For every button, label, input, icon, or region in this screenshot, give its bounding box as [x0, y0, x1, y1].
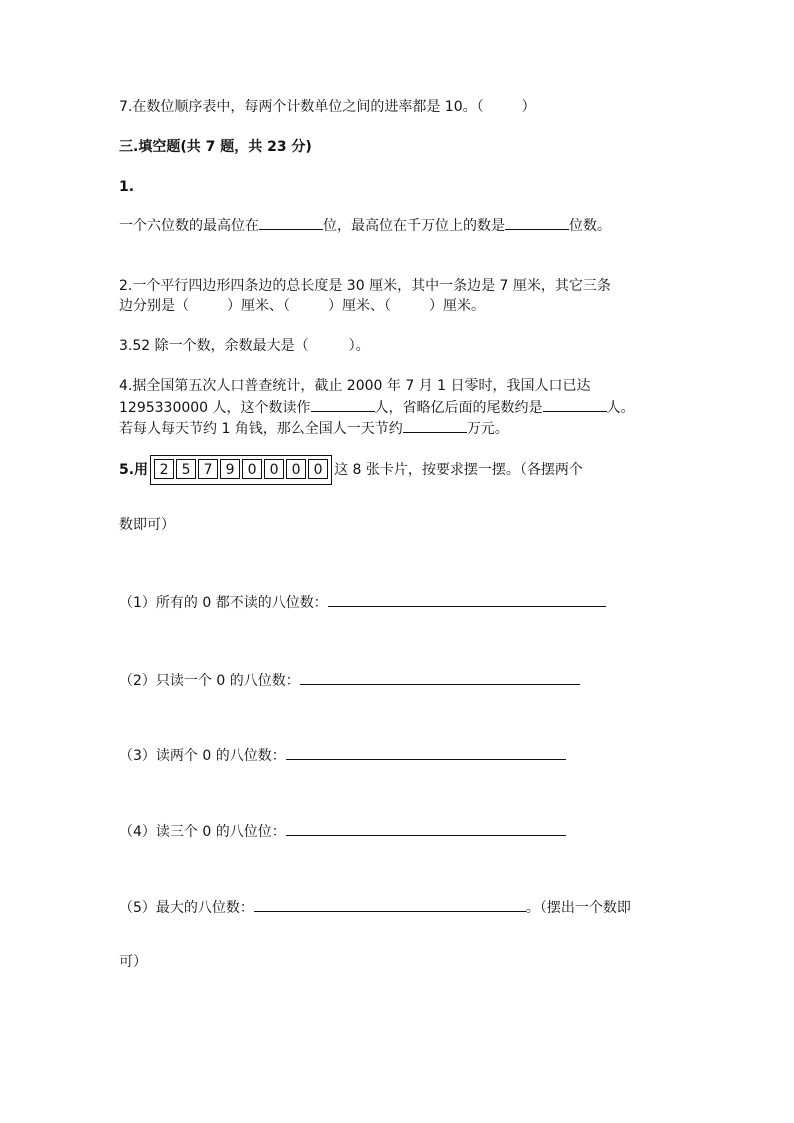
answer-blank[interactable]: [300, 670, 580, 685]
question-5-line-1: [119, 455, 583, 485]
number-card: 5: [176, 459, 196, 479]
number-card: 0: [242, 459, 262, 479]
number-card: 0: [308, 459, 328, 479]
question-7: [119, 97, 536, 117]
question-3-close: ）。: [348, 338, 370, 354]
sub-question-5-text: （5）最大的八位数：: [119, 900, 254, 916]
question-4-line-2: [119, 397, 635, 418]
question-3-text: 3.52 除一个数，余数最大是（: [119, 338, 309, 354]
sub-question-2-text: （2）只读一个 0 的八位数：: [119, 673, 300, 689]
question-4-part-d: 若每人每天节约 1 角钱，那么全国人一天节约: [119, 421, 403, 437]
question-2-part-d: ）厘米。: [429, 298, 485, 314]
question-7-close: ）: [521, 99, 536, 115]
question-2-line-1: [119, 276, 611, 296]
number-cards: [150, 455, 332, 485]
question-4-part-c: 人。: [606, 400, 635, 416]
question-1-label: 1.: [119, 179, 135, 195]
section-3-heading: [119, 137, 312, 157]
question-5-sub-2: [119, 670, 580, 691]
question-4-part-a: 1295330000 人，这个数读作: [119, 400, 311, 416]
number-card: 7: [198, 459, 218, 479]
answer-blank[interactable]: [311, 397, 375, 412]
question-5-sub-4: [119, 821, 566, 842]
question-2-line-2: [119, 296, 485, 316]
answer-blank[interactable]: [505, 215, 569, 230]
sub-question-4-text: （4）读三个 0 的八位位：: [119, 824, 286, 840]
question-1-part-c: 位数。: [569, 218, 611, 234]
question-1-part-a: 一个六位数的最高位在: [119, 218, 259, 234]
answer-blank[interactable]: [286, 745, 566, 760]
question-2-text: 2.一个平行四边形四条边的总长度是 30 厘米，其中一条边是 7 厘米，其它三条: [119, 278, 611, 294]
question-2-part-b: ）厘米、（: [227, 298, 290, 314]
number-card: 9: [220, 459, 240, 479]
number-card: 0: [286, 459, 306, 479]
question-5-prefix: 5.用: [119, 462, 149, 478]
question-1-part-b: 位，最高位在千万位上的数是: [323, 218, 505, 234]
question-4-text: 4.据全国第五次人口普查统计，截止 2000 年 7 月 1 日零时，我国人口已达: [119, 378, 591, 394]
section-3-title: 三.填空题(共 7 题，共 23 分): [119, 139, 312, 155]
question-4-line-3: [119, 418, 509, 439]
sub-question-3-text: （3）读两个 0 的八位数：: [119, 748, 286, 764]
question-1: [119, 215, 611, 236]
question-5-sub-5: [119, 897, 631, 918]
question-1-number: [119, 177, 134, 197]
question-5-sub-5-line-2: [119, 952, 147, 972]
question-2-part-c: ）厘米、（: [328, 298, 391, 314]
question-4-part-e: 万元。: [466, 421, 509, 437]
question-5-suffix: 这 8 张卡片，按要求摆一摆。（各摆两个: [334, 462, 583, 478]
question-5-sub-1: [119, 592, 606, 613]
question-7-text: 7.在数位顺序表中，每两个计数单位之间的进率都是 10。（: [119, 99, 484, 115]
question-3: [119, 336, 370, 356]
question-5-line-2: [119, 515, 175, 535]
sub-question-5-note: 。（摆出一个数即: [525, 900, 631, 916]
answer-blank[interactable]: [328, 592, 606, 607]
answer-blank[interactable]: [286, 821, 566, 836]
answer-blank[interactable]: [543, 397, 607, 412]
sub-question-1-text: （1）所有的 0 都不读的八位数：: [119, 595, 328, 611]
answer-blank[interactable]: [403, 418, 467, 433]
number-card: 2: [154, 459, 174, 479]
question-4-line-1: [119, 376, 591, 396]
question-4-part-b: 人，省略亿后面的尾数约是: [374, 400, 543, 416]
sub-question-5-note-end: 可）: [119, 954, 147, 970]
answer-blank[interactable]: [259, 215, 323, 230]
number-card: 0: [264, 459, 284, 479]
answer-blank[interactable]: [254, 897, 526, 912]
question-5-continued: 数即可）: [119, 517, 175, 533]
question-2-part-a: 边分别是（: [119, 298, 189, 314]
question-5-sub-3: [119, 745, 566, 766]
